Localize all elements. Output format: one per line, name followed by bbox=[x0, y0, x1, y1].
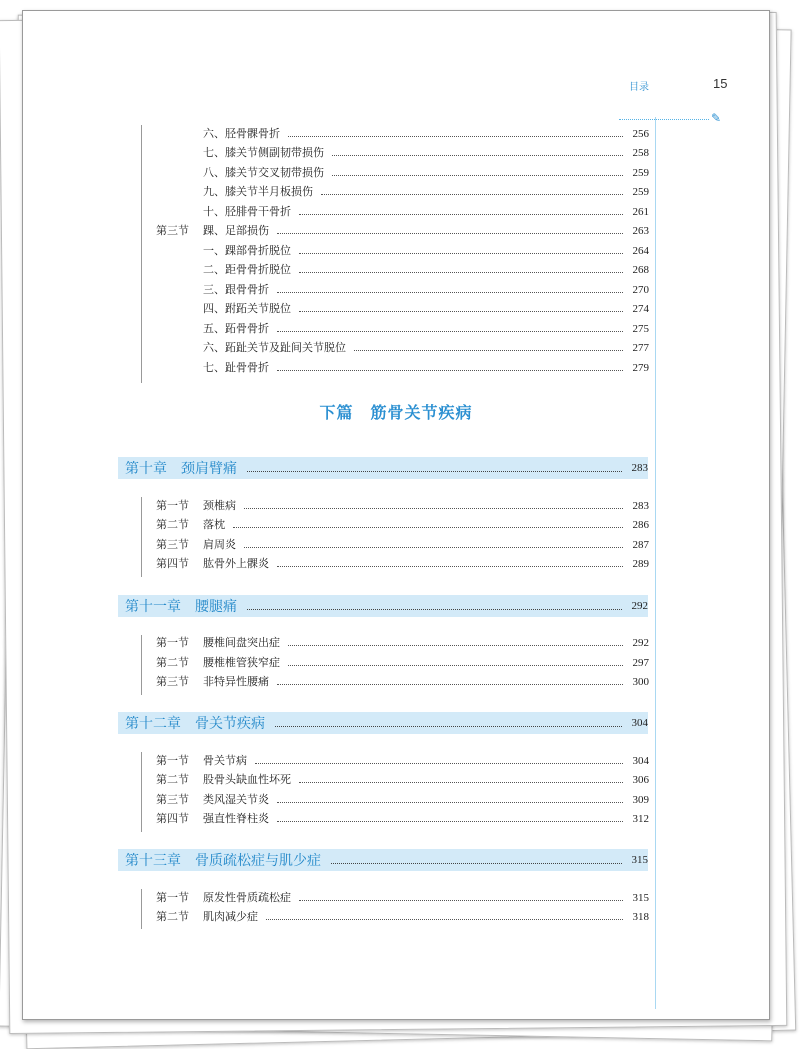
part-title: 下篇 筋骨关节疾病 bbox=[319, 403, 473, 422]
leader-dots bbox=[299, 900, 623, 901]
entry-page: 279 bbox=[632, 362, 649, 374]
entry-page: 264 bbox=[632, 245, 649, 257]
toc-entry[interactable] bbox=[203, 359, 649, 377]
entry-title: 强直性脊柱炎 bbox=[203, 812, 269, 825]
leader-dots bbox=[277, 233, 623, 234]
entry-title: 骨关节病 bbox=[203, 754, 247, 767]
toc-entry[interactable] bbox=[203, 125, 649, 143]
section-label: 第一节 bbox=[156, 754, 189, 767]
entry-title: 腰椎间盘突出症 bbox=[203, 636, 280, 649]
chapter-title: 第十一章 腰腿痛 bbox=[125, 599, 237, 615]
leader-dots bbox=[233, 527, 623, 528]
entry-page: 270 bbox=[632, 284, 649, 296]
section-bracket bbox=[141, 752, 142, 832]
leader-dots bbox=[266, 919, 623, 920]
entry-title: 九、膝关节半月板损伤 bbox=[203, 185, 313, 198]
leader-dots bbox=[277, 821, 623, 822]
entry-title: 落枕 bbox=[203, 518, 225, 531]
toc-entry[interactable] bbox=[203, 164, 649, 182]
toc-entry[interactable] bbox=[203, 144, 649, 162]
section-label: 第四节 bbox=[156, 812, 189, 825]
toc-entry[interactable] bbox=[203, 222, 649, 240]
entry-title: 七、膝关节侧副韧带损伤 bbox=[203, 146, 324, 159]
toc-entry[interactable] bbox=[156, 908, 649, 926]
chapter-title: 第十三章 骨质疏松症与肌少症 bbox=[125, 853, 321, 869]
entry-title: 三、跟骨骨折 bbox=[203, 283, 269, 296]
leader-dots bbox=[299, 214, 623, 215]
section-label: 第一节 bbox=[156, 636, 189, 649]
entry-page: 306 bbox=[632, 774, 649, 786]
section-label: 第三节 bbox=[156, 538, 189, 551]
leader-dots bbox=[332, 155, 623, 156]
leader-dots bbox=[244, 508, 623, 509]
entry-title: 六、胫骨髁骨折 bbox=[203, 127, 280, 140]
entry-page: 263 bbox=[632, 225, 649, 237]
section-label: 第三节 bbox=[156, 224, 189, 237]
entry-page: 289 bbox=[632, 558, 649, 570]
toc-entry[interactable] bbox=[156, 516, 649, 534]
entry-title: 非特异性腰痛 bbox=[203, 675, 269, 688]
leader-dots bbox=[288, 136, 623, 137]
chapter-title: 第十章 颈肩臂痛 bbox=[125, 461, 237, 477]
toc-entry[interactable] bbox=[156, 497, 649, 515]
entry-title: 肱骨外上髁炎 bbox=[203, 557, 269, 570]
section-label: 第二节 bbox=[156, 773, 189, 786]
chapter-heading[interactable] bbox=[118, 595, 648, 617]
header-rule bbox=[619, 119, 709, 120]
toc-entry[interactable] bbox=[156, 752, 649, 770]
entry-page: 292 bbox=[632, 637, 649, 649]
entry-page: 259 bbox=[632, 167, 649, 179]
toc-entry[interactable] bbox=[156, 771, 649, 789]
entry-title: 八、膝关节交叉韧带损伤 bbox=[203, 166, 324, 179]
section-bracket bbox=[141, 889, 142, 929]
toc-entry[interactable] bbox=[156, 654, 649, 672]
toc-entry[interactable] bbox=[203, 261, 649, 279]
leader-dots bbox=[277, 566, 623, 567]
entry-title: 腰椎椎管狭窄症 bbox=[203, 656, 280, 669]
leader-dots bbox=[332, 175, 623, 176]
leader-dots bbox=[354, 350, 623, 351]
header-label: 目录 bbox=[629, 82, 649, 93]
entry-page: 283 bbox=[632, 500, 649, 512]
section-label: 第一节 bbox=[156, 891, 189, 904]
entry-title: 六、跖趾关节及趾间关节脱位 bbox=[203, 341, 346, 354]
section-label: 第四节 bbox=[156, 557, 189, 570]
toc-entry[interactable] bbox=[156, 810, 649, 828]
leader-dots bbox=[247, 609, 622, 610]
leader-dots bbox=[277, 684, 623, 685]
section-label: 第三节 bbox=[156, 675, 189, 688]
entry-page: 268 bbox=[632, 264, 649, 276]
section-label: 第三节 bbox=[156, 793, 189, 806]
chapter-title: 第十二章 骨关节疾病 bbox=[125, 716, 265, 732]
chapter-page: 304 bbox=[631, 717, 648, 729]
entry-title: 肩周炎 bbox=[203, 538, 236, 551]
section-bracket bbox=[141, 125, 142, 383]
toc-entry[interactable] bbox=[156, 555, 649, 573]
entry-page: 274 bbox=[632, 303, 649, 315]
toc-entry[interactable] bbox=[203, 203, 649, 221]
toc-entry[interactable] bbox=[203, 281, 649, 299]
toc-entry[interactable] bbox=[203, 300, 649, 318]
chapter-page: 283 bbox=[631, 462, 648, 474]
leader-dots bbox=[277, 370, 623, 371]
entry-page: 318 bbox=[632, 911, 649, 923]
toc-entry[interactable] bbox=[156, 889, 649, 907]
entry-page: 275 bbox=[632, 323, 649, 335]
leader-dots bbox=[277, 802, 623, 803]
leader-dots bbox=[277, 331, 623, 332]
leader-dots bbox=[244, 547, 623, 548]
chapter-heading[interactable] bbox=[118, 712, 648, 734]
entry-title: 四、跗跖关节脱位 bbox=[203, 302, 291, 315]
section-label: 第二节 bbox=[156, 518, 189, 531]
entry-title: 肌肉减少症 bbox=[203, 910, 258, 923]
leader-dots bbox=[331, 863, 622, 864]
chapter-page: 315 bbox=[631, 854, 648, 866]
margin-rule bbox=[655, 117, 656, 1009]
leader-dots bbox=[288, 645, 623, 646]
section-bracket bbox=[141, 635, 142, 695]
toc-entry[interactable] bbox=[156, 634, 649, 652]
chapter-heading[interactable] bbox=[118, 457, 648, 479]
entry-title: 颈椎病 bbox=[203, 499, 236, 512]
leader-dots bbox=[299, 311, 623, 312]
entry-page: 286 bbox=[632, 519, 649, 531]
toc-entry[interactable] bbox=[156, 536, 649, 554]
header-page-number: 15 bbox=[713, 76, 728, 91]
section-label: 第二节 bbox=[156, 656, 189, 669]
leader-dots bbox=[247, 471, 622, 472]
toc-entry[interactable] bbox=[203, 320, 649, 338]
chapter-heading[interactable] bbox=[118, 849, 648, 871]
section-label: 第二节 bbox=[156, 910, 189, 923]
entry-title: 二、距骨骨折脱位 bbox=[203, 263, 291, 276]
entry-page: 277 bbox=[632, 342, 649, 354]
leader-dots bbox=[275, 726, 622, 727]
entry-page: 261 bbox=[632, 206, 649, 218]
entry-page: 304 bbox=[632, 755, 649, 767]
entry-page: 312 bbox=[632, 813, 649, 825]
toc-entry[interactable] bbox=[203, 242, 649, 260]
entry-page: 259 bbox=[632, 186, 649, 198]
toc-entry[interactable] bbox=[156, 791, 649, 809]
entry-page: 287 bbox=[632, 539, 649, 551]
entry-title: 原发性骨质疏松症 bbox=[203, 891, 291, 904]
toc-entry[interactable] bbox=[156, 673, 649, 691]
entry-page: 256 bbox=[632, 128, 649, 140]
entry-title: 十、胫腓骨干骨折 bbox=[203, 205, 291, 218]
entry-title: 七、趾骨骨折 bbox=[203, 361, 269, 374]
leader-dots bbox=[299, 272, 623, 273]
leader-dots bbox=[288, 665, 623, 666]
entry-page: 315 bbox=[632, 892, 649, 904]
leader-dots bbox=[277, 292, 623, 293]
entry-page: 258 bbox=[632, 147, 649, 159]
entry-title: 踝、足部损伤 bbox=[203, 224, 269, 237]
entry-page: 297 bbox=[632, 657, 649, 669]
entry-title: 五、跖骨骨折 bbox=[203, 322, 269, 335]
toc-entry[interactable] bbox=[203, 339, 649, 357]
toc-entry[interactable] bbox=[203, 183, 649, 201]
leader-dots bbox=[321, 194, 623, 195]
leader-dots bbox=[299, 782, 623, 783]
entry-title: 一、踝部骨折脱位 bbox=[203, 244, 291, 257]
chapter-page: 292 bbox=[631, 600, 648, 612]
section-bracket bbox=[141, 497, 142, 577]
entry-page: 309 bbox=[632, 794, 649, 806]
leader-dots bbox=[255, 763, 623, 764]
entry-title: 类风湿关节炎 bbox=[203, 793, 269, 806]
entry-title: 股骨头缺血性坏死 bbox=[203, 773, 291, 786]
entry-page: 300 bbox=[632, 676, 649, 688]
section-label: 第一节 bbox=[156, 499, 189, 512]
toc-page bbox=[22, 10, 770, 1020]
leader-dots bbox=[299, 253, 623, 254]
pen-icon: ✎ bbox=[711, 111, 722, 125]
